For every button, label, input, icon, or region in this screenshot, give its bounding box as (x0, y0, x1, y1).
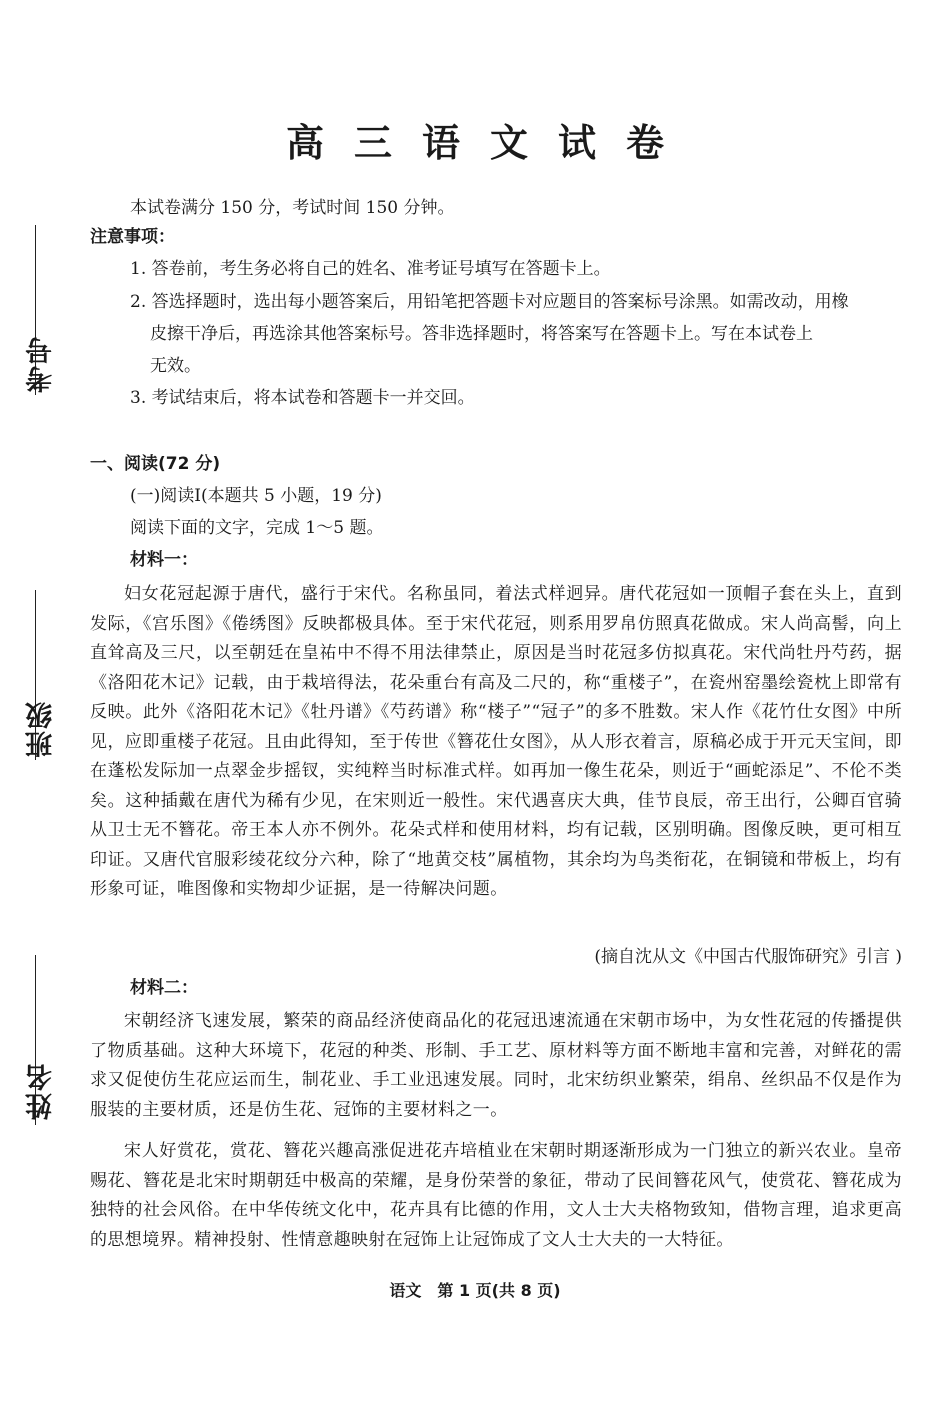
notice-item-1: 1. 答卷前，考生务必将自己的姓名、准考证号填写在答题卡上。 (130, 259, 611, 279)
page-footer: 语文 第 1 页(共 8 页) (389, 1281, 561, 1300)
material-2-paragraph-2: 宋人好赏花，赏花、簪花兴趣高涨促进花卉培植业在宋朝时期逐渐形成为一门独立的新兴农业。皇帝赐花、簪花是北宋时期朝廷中极高的荣耀，是身份荣誉的象征，带动了民间簪花风气，使赏花、簪花成为独特的社会风俗。在中华传统文化中，花卉具有比德的作用，文人士大夫格物致知，借物言理，追求更高的思想境界。精神投射、性情意趣映射在冠饰上让冠饰成了文人士大夫的一大特征。 (90, 1141, 902, 1250)
section-heading: 一、阅读(72 分) (90, 454, 221, 474)
reading-instruction: 阅读下面的文字，完成 1～5 题。 (130, 518, 384, 538)
material-1-text: 妇女花冠起源于唐代，盛行于宋代。名称虽同，着法式样迥异。唐代花冠如一顶帽子套在头上，直到发际，《宫乐图》《倦绣图》反映都极具体。至于宋代花冠，则系用罗帛仿照真花做成。宋人尚高髻，向上直耸高及三尺，以至朝廷在皇祐中不得不用法律禁止，原因是当时花冠多仿拟真花。宋代尚牡丹芍药，据《洛阳花木记》记载，由于栽培得法，花朵重台有高及二尺的，称“重楼子”，在瓷州窑墨绘瓷枕上即常有反映。此外《洛阳花木记》《牡丹谱》《芍药谱》称“楼子”“冠子”的多不胜数。宋人作《花竹仕女图》中所见，应即重楼子花冠。且由此得知，至于传世《簪花仕女图》，从人形衣着言，原稿必成于开元天宝间，即在蓬松发际加一点翠金步摇钗，实纯粹当时标准式样。如再加一像生花朵，则近于“画蛇添足”、不伦不类矣。这种插戴在唐代为稀有少见，在宋则近一般性。宋代遇喜庆大典，佳节良辰，帝王出行，公卿百官骑从卫士无不簪花。帝王本人亦不例外。花朵式样和使用材料，均有记载，区别明确。图像反映，更可相互印证。又唐代官服彩绫花纹分六种，除了“地黄交枝”属植物，其余均为鸟类衔花，在铜镜和带板上，均有形象可证，唯图像和实物却少证据，是一待解决问题。 (90, 584, 902, 899)
notice-item-3: 3. 考试结束后，将本试卷和答题卡一并交回。 (130, 388, 475, 408)
class-label: 班级 (26, 700, 57, 758)
sub-section-heading: (一)阅读Ⅰ(本题共 5 小题，19 分) (130, 486, 382, 506)
material-2-paragraph-1: 宋朝经济飞速发展，繁荣的商品经济使商品化的花冠迅速流通在宋朝市场中，为女性花冠的传播提供了物质基础。这种大环境下，花冠的种类、形制、手工艺、原材料等方面不断地丰富和完善，对鲜花的需求又促使仿生花应运而生，制花业、手工业迅速发展。同时，北宋纺织业繁荣，绢帛、丝织品不仅是作为服装的主要材质，还是仿生花、冠饰的主要材料之一。 (90, 1011, 902, 1120)
material-1-source: (摘自沈从文《中国古代服饰研究》引言 ) (594, 947, 902, 967)
material-1-label: 材料一： (130, 550, 198, 570)
notice-item-2a: 2. 答选择题时，选出每小题答案后，用铅笔把答题卡对应题目的答案标号涂黑。如需改动，用橡 (130, 292, 849, 312)
exam-no-label: 考号 (26, 335, 57, 393)
exam-intro: 本试卷满分 150 分，考试时间 150 分钟。 (130, 198, 455, 218)
notice-item-2b: 皮擦干净后，再选涂其他答案标号。答非选择题时，将答案写在答题卡上。写在本试卷上 (150, 324, 813, 344)
notice-heading: 注意事项： (90, 227, 175, 247)
notice-item-2c: 无效。 (150, 356, 201, 376)
material-2-label: 材料二： (130, 978, 198, 998)
page-title: 高三语文试卷 (285, 120, 694, 165)
name-label: 姓名 (26, 1062, 57, 1120)
